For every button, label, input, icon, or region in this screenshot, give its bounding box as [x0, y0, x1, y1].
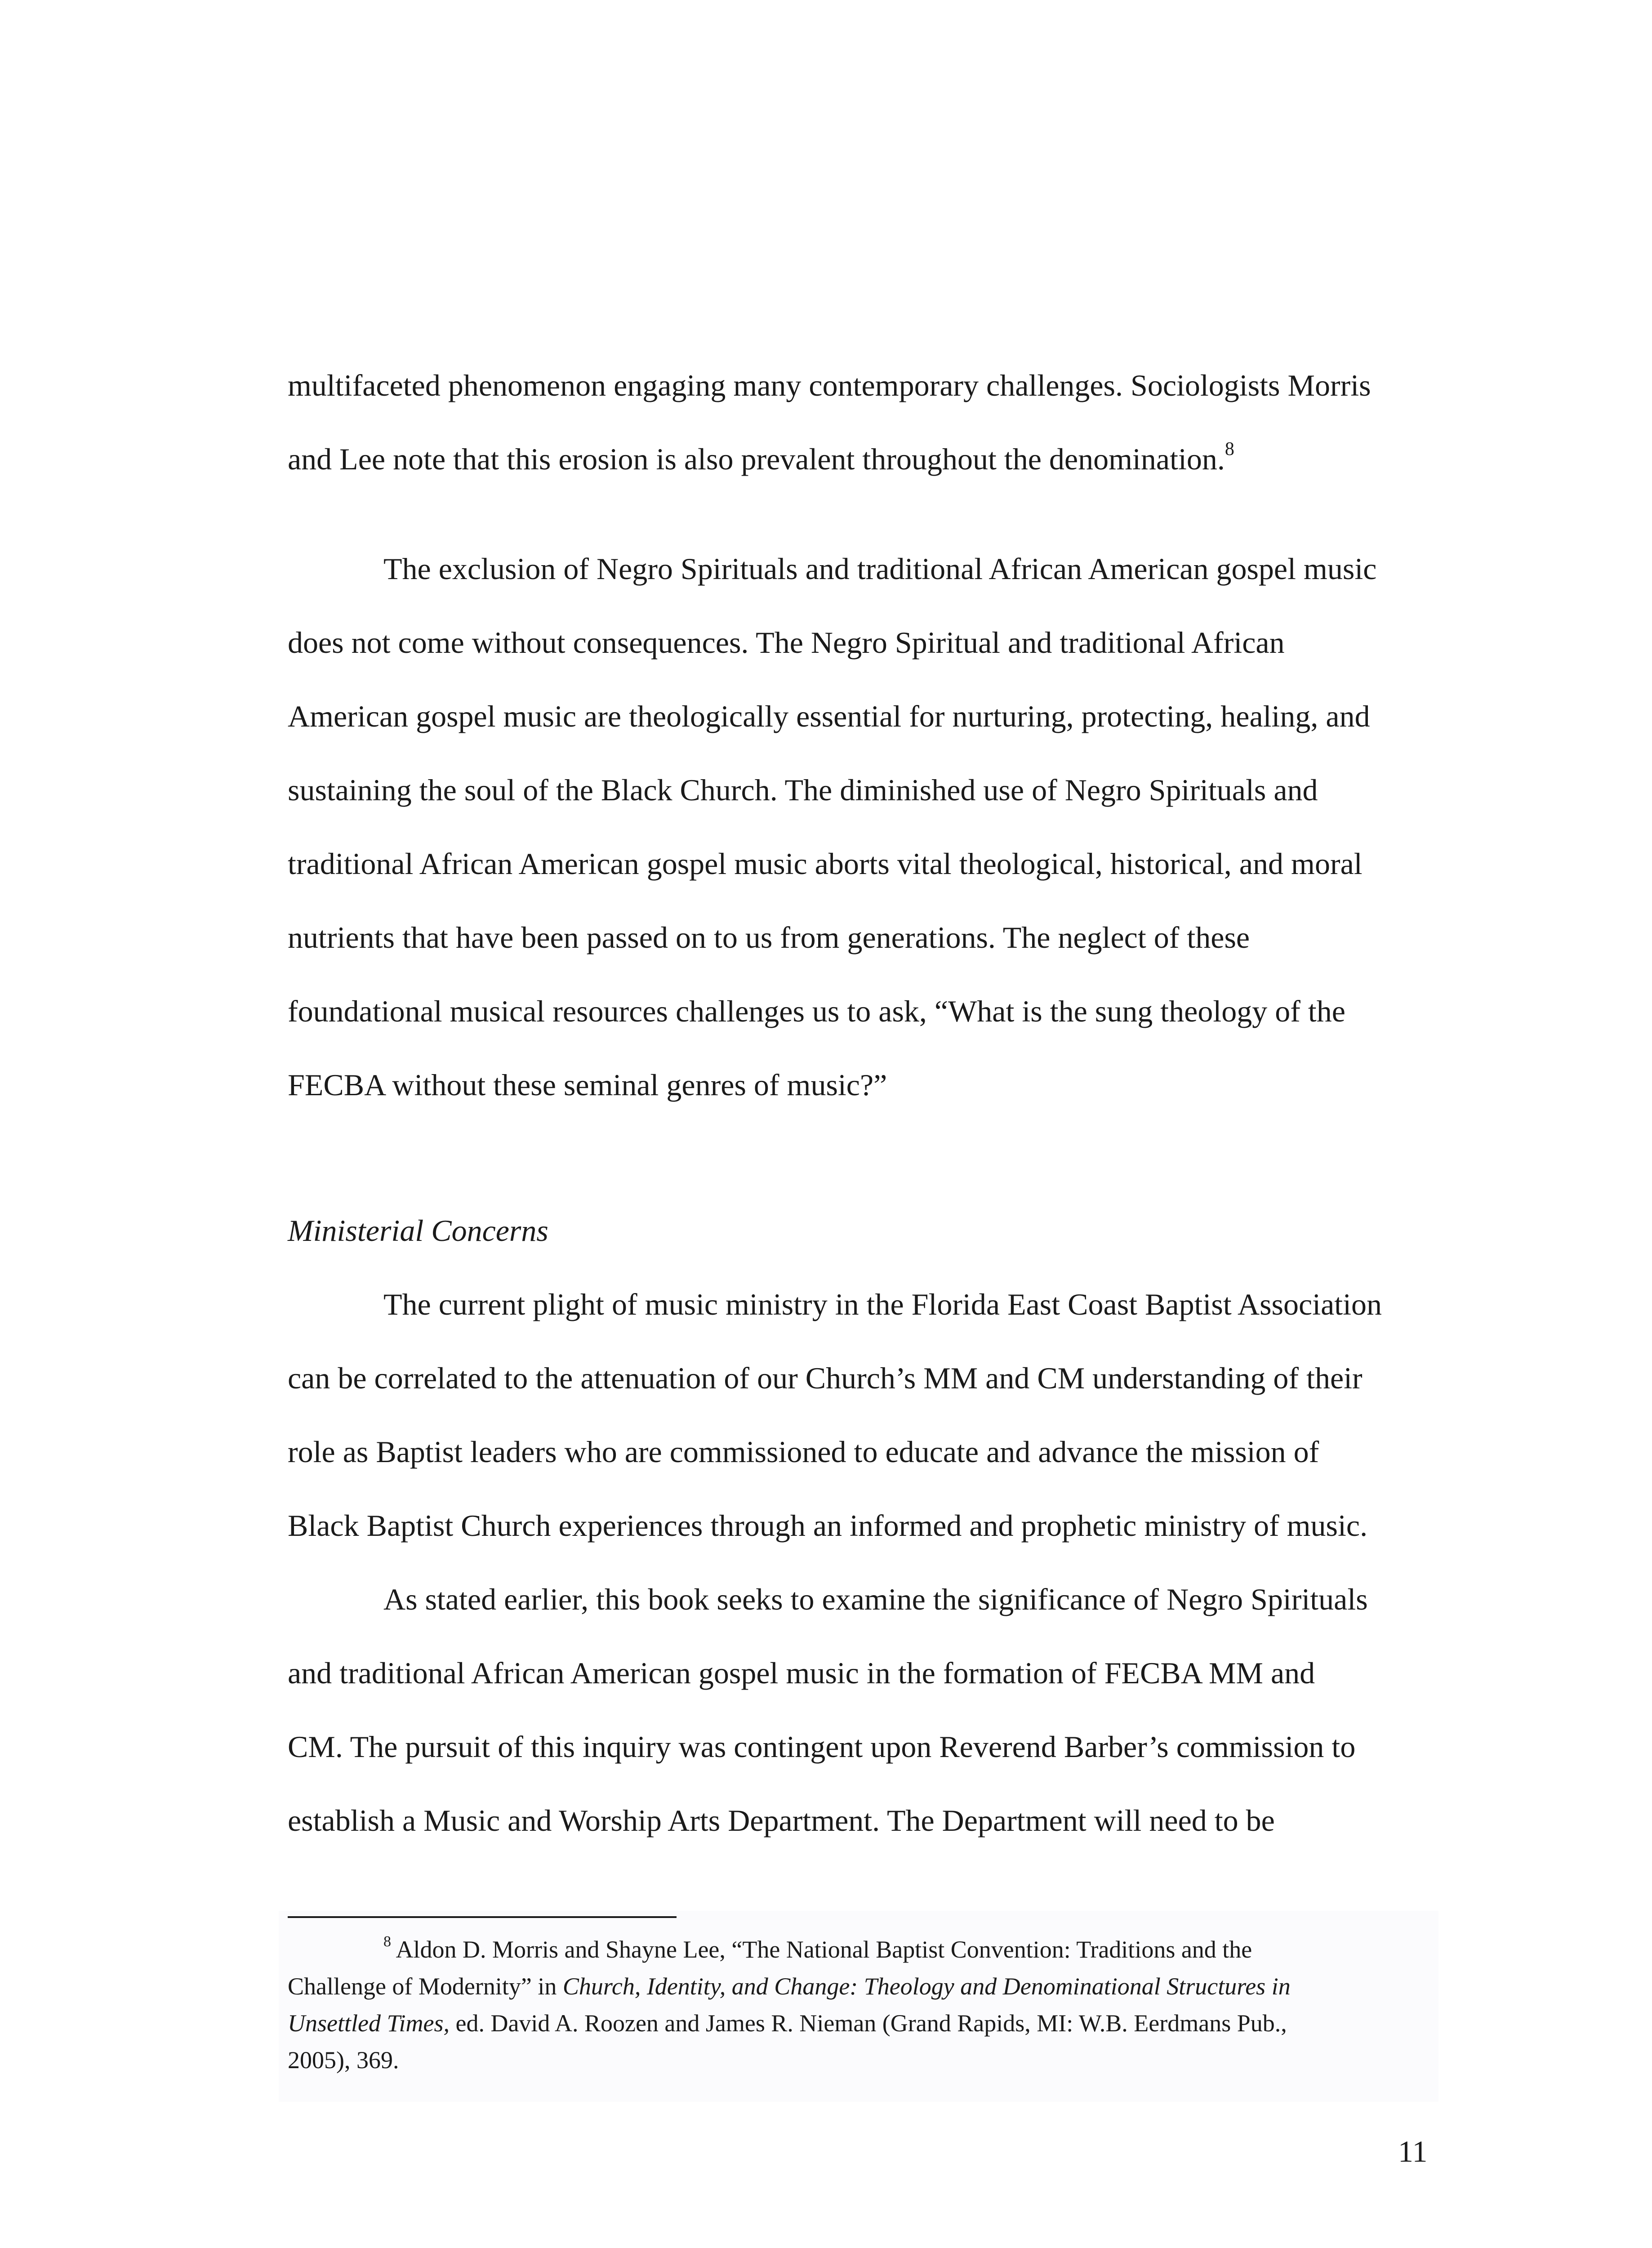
footnote-line-1	[288, 1931, 1447, 1968]
footnote	[288, 1931, 1447, 2079]
paragraph-4-line-3: CM. The pursuit of this inquiry was contingent upon Reverend Barber’s commission to	[288, 1730, 1356, 1764]
body-text	[288, 348, 1429, 1857]
paragraph-gap	[288, 496, 1429, 532]
footnote-line-3	[288, 2005, 1447, 2042]
paragraph-2-line-1: The exclusion of Negro Spirituals and traditional African American gospel music	[383, 552, 1377, 586]
paragraph-3-line-3: role as Baptist leaders who are commissioned to educate and advance the mission of	[288, 1435, 1319, 1469]
paragraph-3-line-4: Black Baptist Church experiences through an informed and prophetic ministry of music.	[288, 1508, 1368, 1543]
paragraph-1-line-2	[288, 422, 1429, 496]
paragraph-3-line-1: The current plight of music ministry in the Florida East Coast Baptist Association	[383, 1287, 1382, 1321]
footnote-book-title-part-1: Church, Identity, and Change: Theology and Denominational Structures in	[562, 1973, 1291, 2000]
paragraph-2-line-2: does not come without consequences. The Negro Spiritual and traditional African	[288, 625, 1285, 660]
footnote-number: 8	[383, 1933, 391, 1950]
footnote-line-2-plain: Challenge of Modernity” in	[288, 1973, 563, 2000]
paragraph-1-line-1: multifaceted phenomenon engaging many contemporary challenges. Sociologists Morris	[288, 368, 1371, 402]
paragraph-4-line-2: and traditional African American gospel music in the formation of FECBA MM and	[288, 1656, 1315, 1690]
paragraph-2-line-8: FECBA without these seminal genres of music?”	[288, 1068, 887, 1102]
footnote-book-title-part-2: Unsettled Times,	[288, 2010, 450, 2037]
paragraph-1-line-2-text: and Lee note that this erosion is also prevalent throughout the denomination.	[288, 442, 1225, 476]
paragraph-2-line-6: nutrients that have been passed on to us from generations. The neglect of these	[288, 920, 1250, 955]
paragraph-3-line-2: can be correlated to the attenuation of our Church’s MM and CM understanding of their	[288, 1361, 1363, 1395]
page-number: 11	[1398, 2134, 1428, 2168]
footnote-line-4: 2005), 369.	[288, 2047, 399, 2074]
paragraph-4-line-1: As stated earlier, this book seeks to examine the significance of Negro Spirituals	[383, 1582, 1368, 1616]
paragraph-4-line-4: establish a Music and Worship Arts Department. The Department will need to be	[288, 1803, 1275, 1838]
section-gap	[288, 1122, 1429, 1194]
section-heading: Ministerial Concerns	[288, 1213, 548, 1248]
paragraph-2-line-4: sustaining the soul of the Black Church. The diminished use of Negro Spirituals and	[288, 773, 1318, 807]
footnote-line-1-text: Aldon D. Morris and Shayne Lee, “The National Baptist Convention: Traditions and the	[396, 1936, 1252, 1963]
paragraph-2-line-7: foundational musical resources challenges us to ask, “What is the sung theology of the	[288, 994, 1345, 1028]
footnote-line-3-plain: ed. David A. Roozen and James R. Nieman (Grand Rapids, MI: W.B. Eerdmans Pub.,	[450, 2010, 1287, 2037]
paragraph-2-line-3: American gospel music are theologically essential for nurturing, protecting, healing, and	[288, 699, 1370, 733]
footnote-separator	[288, 1916, 677, 1918]
footnote-reference: 8	[1225, 439, 1234, 460]
footnote-line-2	[288, 1968, 1447, 2005]
paragraph-2-line-5: traditional African American gospel music aborts vital theological, historical, and moral	[288, 847, 1363, 881]
